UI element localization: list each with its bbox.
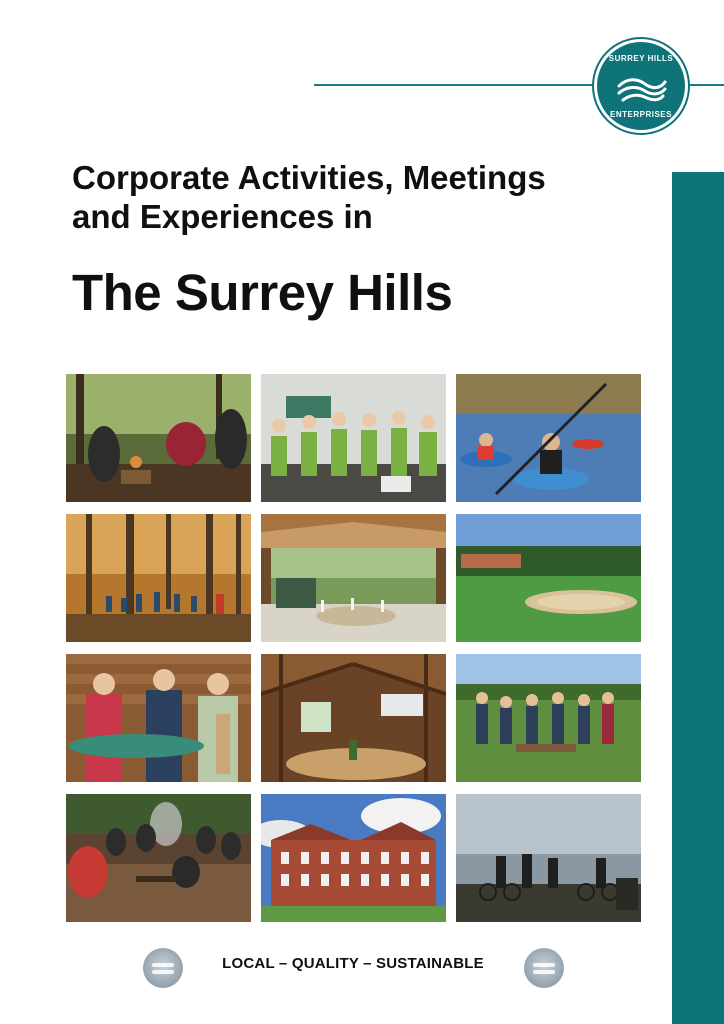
manor-house-photo [261, 794, 446, 922]
tagline: LOCAL – QUALITY – SUSTAINABLE [222, 955, 484, 972]
campfire-photo [66, 374, 251, 502]
cooking-class-photo [261, 374, 446, 502]
cycling-viewpoint-photo [456, 794, 641, 922]
trade-mark-badge-icon [143, 948, 183, 988]
heading-line-2: and Experiences in [72, 198, 373, 235]
workshop-group-photo [66, 654, 251, 782]
vineyard-group-photo [456, 654, 641, 782]
woodland-walk-photo [66, 514, 251, 642]
bushcraft-photo [66, 794, 251, 922]
barn-venue-photo [261, 654, 446, 782]
logo-text-top: SURREY HILLS [608, 54, 674, 63]
vineyard-dining-photo [261, 514, 446, 642]
trade-mark-badge-icon [524, 948, 564, 988]
document-heading [72, 158, 652, 236]
golf-course-photo [456, 514, 641, 642]
document-title: The Surrey Hills [72, 264, 453, 321]
heading-line-1: Corporate Activities, Meetings [72, 159, 546, 196]
photo-grid [66, 374, 641, 922]
logo-text-bottom: ENTERPRISES [610, 110, 672, 119]
teal-side-bar [672, 172, 724, 1024]
kayaking-photo [456, 374, 641, 502]
surrey-hills-enterprises-logo [594, 39, 688, 133]
